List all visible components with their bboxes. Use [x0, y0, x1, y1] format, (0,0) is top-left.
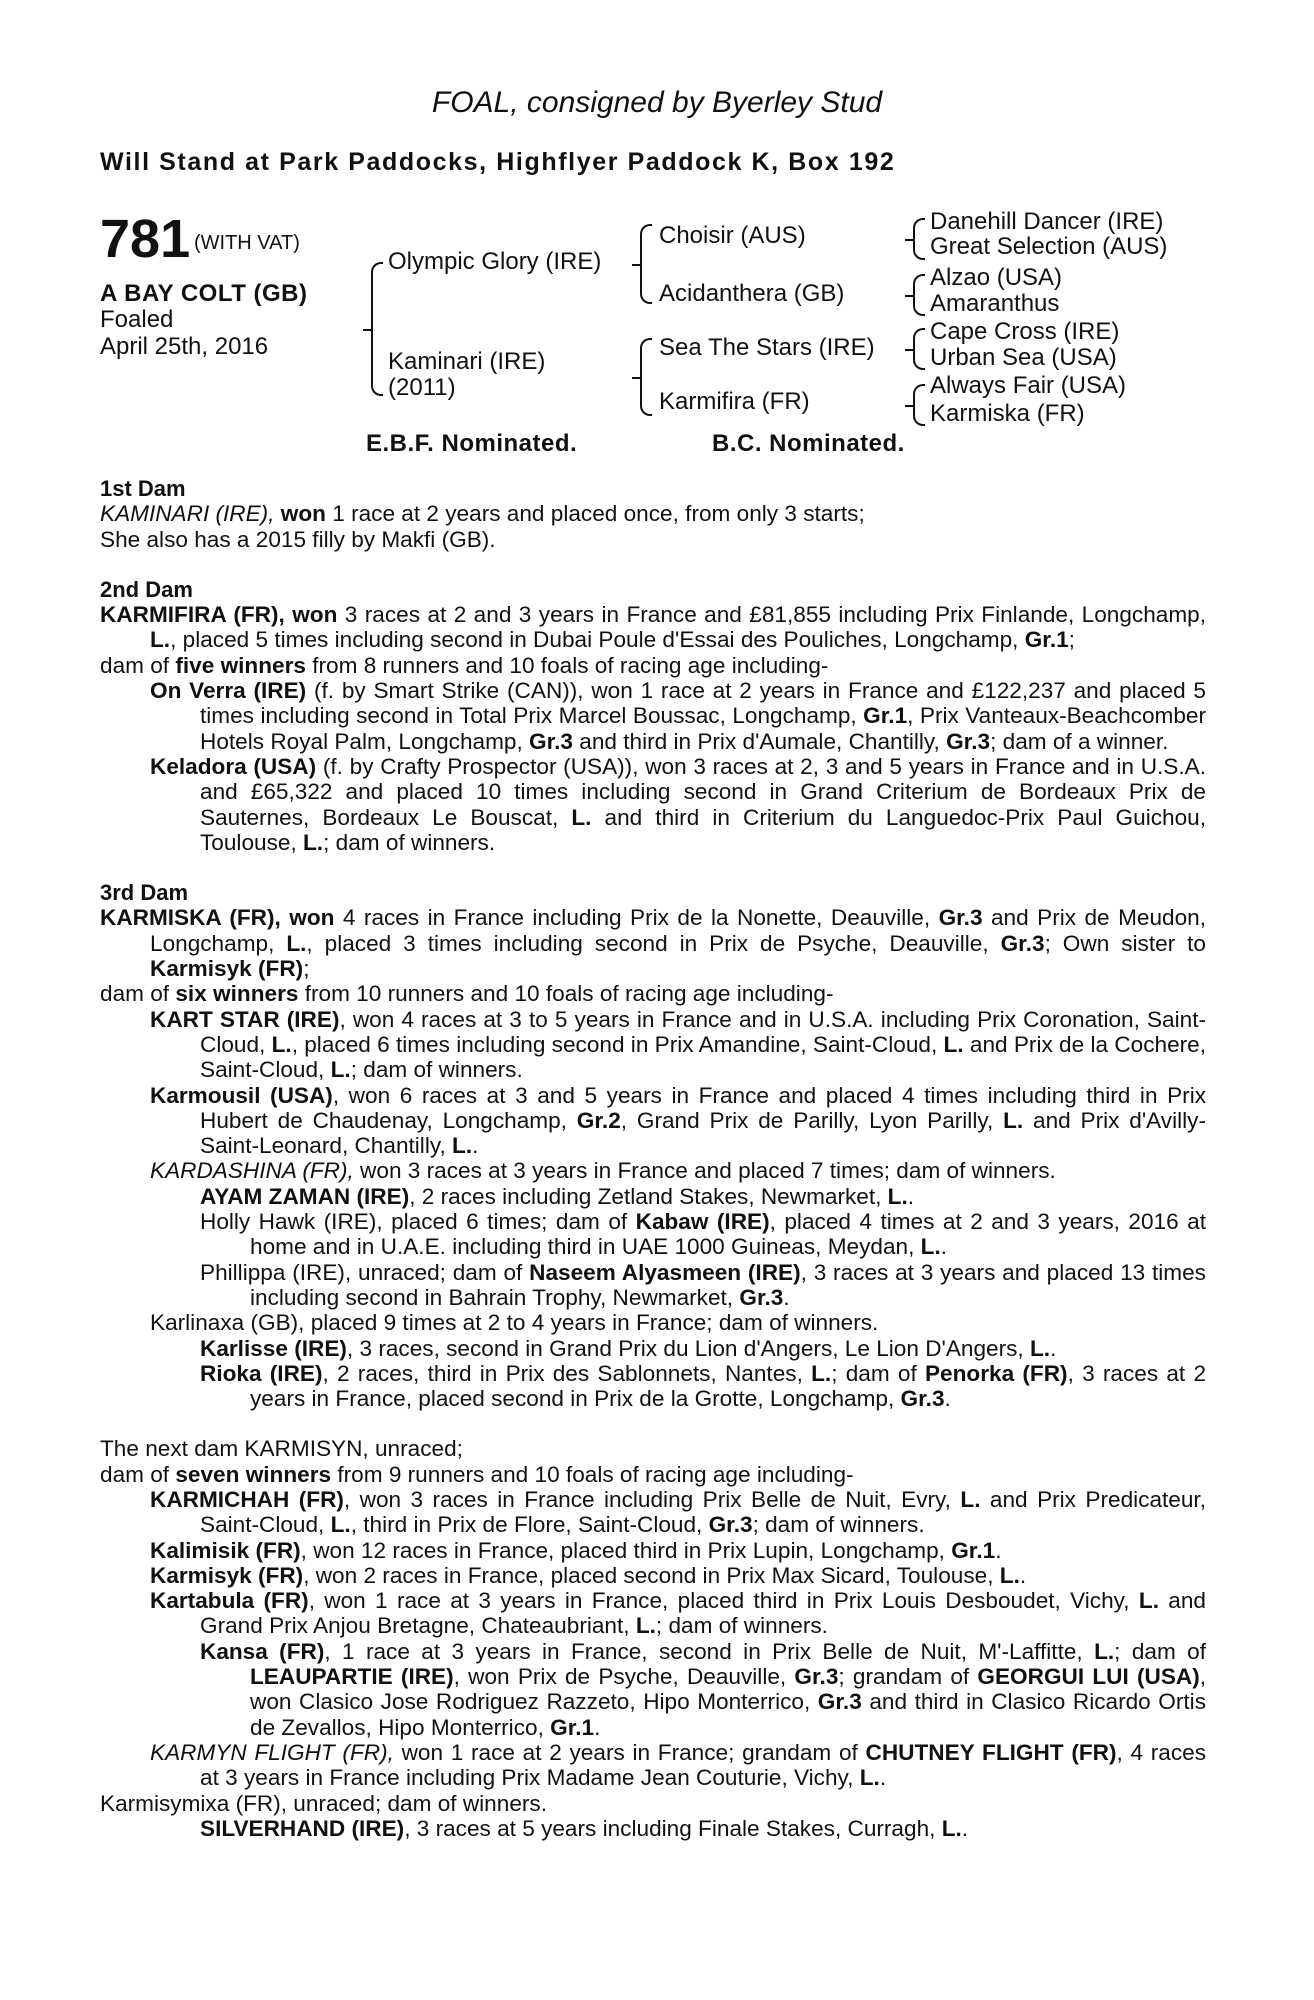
- second-dam-produce: dam of five winners from 8 runners and 10 foals of racing age including-: [100, 652, 829, 678]
- produce-karmisyk: Karmisyk (FR), won 2 races in France, placed second in Prix Max Sicard, Toulouse, L..: [150, 1562, 1027, 1588]
- produce-karlisse: Karlisse (IRE), 3 races, second in Grand Prix du Lion d'Angers, Le Lion D'Angers, L..: [200, 1335, 1057, 1361]
- catalogue-body: [100, 476, 1206, 1841]
- bc-nominated: B.C. Nominated.: [712, 430, 905, 457]
- vat-note: (WITH VAT): [194, 232, 300, 254]
- produce-karlinaxa: Karlinaxa (GB), placed 9 times at 2 to 4 years in France; dam of winners.: [150, 1310, 879, 1336]
- pedigree-brace-g3: [913, 328, 925, 370]
- second-dam-heading: 2nd Dam: [100, 576, 193, 602]
- first-dam-note: She also has a 2015 filly by Makfi (GB).: [100, 526, 496, 552]
- foaled-date: April 25th, 2016: [100, 333, 269, 360]
- pedigree-g3: Alzao (USA): [930, 264, 1063, 291]
- pedigree-brace-sire: [640, 224, 652, 304]
- first-dam-line: KAMINARI (IRE), won 1 race at 2 years and placed once, from only 3 starts;: [100, 501, 865, 527]
- produce-holly-hawk: Holly Hawk (IRE), placed 6 times; dam of Kabaw (IRE), placed 4 times at 2 and 3 years, 2016 at home and in U.A.E. including third in UAE 1000 Guineas, Meydan, L..: [200, 1209, 1206, 1260]
- pedigree-sire-sire: Choisir (AUS): [659, 222, 806, 249]
- ebf-nominated: E.B.F. Nominated.: [366, 430, 578, 457]
- pedigree-g7: Always Fair (USA): [930, 372, 1127, 399]
- produce-kartabula: Kartabula (FR), won 1 race at 3 years in France, placed third in Prix Louis Desboudet, Vichy, L. and Grand Prix Anjou Bretagne, Chateaubriant, L.; dam of winners.: [150, 1588, 1206, 1639]
- produce-silverhand: SILVERHAND (IRE), 3 races at 5 years including Finale Stakes, Curragh, L..: [200, 1815, 969, 1841]
- third-dam-entry: KARMISKA (FR), won 4 races in France including Prix de la Nonette, Deauville, Gr.3 and Prix de Meudon, Longchamp, L., placed 3 times including second in Prix de Psyche, Deauville, Gr.3; Own sister to Karmisyk (FR);: [100, 905, 1206, 982]
- pedigree-brace-main: [371, 262, 383, 396]
- pedigree-brace-g4: [913, 384, 925, 426]
- produce-phillippa: Phillippa (IRE), unraced; dam of Naseem Alyasmeen (IRE), 3 races at 3 years and placed 13 times including second in Bahrain Trophy, Newmarket, Gr.3.: [200, 1259, 1206, 1310]
- pedigree-dam-year: (2011): [388, 374, 456, 401]
- pedigree-dam-sire: Sea The Stars (IRE): [659, 334, 875, 361]
- produce-kansa: Kansa (FR), 1 race at 3 years in France, second in Prix Belle de Nuit, M'-Laffitte, L.; dam of LEAUPARTIE (IRE), won Prix de Psyche, Deauville, Gr.3; grandam of GEORGUI LUI (USA), won Clasico Jose Rodriguez Razzeto, Hipo Monterrico, Gr.3 and third in Clasico Ricardo Ortis de Zevallos, Hipo Monterrico, Gr.1.: [200, 1638, 1207, 1740]
- lot-number: 781: [100, 209, 191, 269]
- next-dam-intro: The next dam KARMISYN, unraced;: [100, 1436, 463, 1462]
- second-dam-entry: KARMIFIRA (FR), won 3 races at 2 and 3 years in France and £81,855 including Prix Finlande, Longchamp, L., placed 5 times including second in Dubai Poule d'Essai des Pouliches, Longchamp, Gr.1;: [100, 602, 1207, 653]
- pedigree-g4: Amaranthus: [930, 290, 1060, 317]
- foaled-label: Foaled: [100, 306, 174, 333]
- pedigree-g1: Danehill Dancer (IRE): [930, 208, 1164, 235]
- pedigree-g2: Great Selection (AUS): [930, 233, 1168, 260]
- pedigree-brace-g2: [913, 274, 925, 316]
- pedigree-dam-dam: Karmifira (FR): [659, 388, 810, 415]
- produce-ayam-zaman: AYAM ZAMAN (IRE), 2 races including Zetland Stakes, Newmarket, L..: [200, 1183, 915, 1209]
- produce-karmisymixa: Karmisymixa (FR), unraced; dam of winners.: [100, 1790, 547, 1816]
- third-dam-heading: 3rd Dam: [100, 880, 189, 906]
- pedigree-brace-dam: [640, 338, 652, 416]
- produce-karmousil: Karmousil (USA), won 6 races at 3 and 5 years in France and placed 4 times including third in Prix Hubert de Chaudenay, Longchamp, Gr.2, Grand Prix de Parilly, Lyon Parilly, L. and Prix d'Avilly-Saint-Leonard, Chantilly, L..: [150, 1082, 1207, 1159]
- pedigree-g5: Cape Cross (IRE): [930, 318, 1120, 345]
- stand-location: Will Stand at Park Paddocks, Highflyer Paddock K, Box 192: [100, 148, 896, 176]
- pedigree-g8: Karmiska (FR): [930, 400, 1085, 427]
- produce-on-verra: On Verra (IRE) (f. by Smart Strike (CAN)), won 1 race at 2 years in France and £122,237 and placed 5 times including second in Total Prix Marcel Boussac, Longchamp, Gr.1, Prix Vanteaux-Beachcomber Hotels Royal Palm, Longchamp, Gr.3 and third in Prix d'Aumale, Chantilly, Gr.3; dam of a winner.: [150, 678, 1206, 754]
- produce-karmyn-flight: KARMYN FLIGHT (FR), won 1 race at 2 years in France; grandam of CHUTNEY FLIGHT (FR), 4 races at 3 years in France including Prix Madame Jean Couturie, Vichy, L..: [150, 1739, 1207, 1791]
- page-title: FOAL, consigned by Byerley Stud: [431, 86, 883, 119]
- pedigree-brace-g1: [913, 218, 925, 260]
- pedigree-g6: Urban Sea (USA): [930, 344, 1117, 371]
- first-dam-heading: 1st Dam: [100, 476, 186, 501]
- next-dam-produce: dam of seven winners from 9 runners and 10 foals of racing age including-: [100, 1461, 854, 1487]
- produce-kart-star: KART STAR (IRE), won 4 races at 3 to 5 years in France and in U.S.A. including Prix Coronation, Saint-Cloud, L., placed 6 times including second in Prix Amandine, Saint-Cloud, L. and Prix de la Cochere, Saint-Cloud, L.; dam of winners.: [150, 1006, 1207, 1083]
- third-dam-produce: dam of six winners from 10 runners and 10 foals of racing age including-: [100, 981, 834, 1007]
- lot-description: A BAY COLT (GB): [100, 280, 308, 307]
- produce-rioka: Rioka (IRE), 2 races, third in Prix des Sablonnets, Nantes, L.; dam of Penorka (FR), 3 races at 2 years in France, placed second in Prix de la Grotte, Longchamp, Gr.3.: [200, 1360, 1207, 1412]
- produce-kalimisik: Kalimisik (FR), won 12 races in France, placed third in Prix Lupin, Longchamp, Gr.1.: [150, 1537, 1002, 1563]
- pedigree-sire-dam: Acidanthera (GB): [659, 280, 845, 307]
- produce-kardashina: KARDASHINA (FR), won 3 races at 3 years in France and placed 7 times; dam of winners.: [150, 1158, 1056, 1184]
- produce-karmichah: KARMICHAH (FR), won 3 races in France including Prix Belle de Nuit, Evry, L. and Prix Predicateur, Saint-Cloud, L., third in Prix de Flore, Saint-Cloud, Gr.3; dam of winners.: [150, 1486, 1206, 1538]
- pedigree-sire: Olympic Glory (IRE): [388, 248, 602, 275]
- produce-keladora: Keladora (USA) (f. by Crafty Prospector (USA)), won 3 races at 2, 3 and 5 years in France and in U.S.A. and £65,322 and placed 10 times including second in Grand Criterium de Bordeaux Prix de Sauternes, Bordeaux Le Bouscat, L. and third in Criterium du Languedoc-Prix Paul Guichou, Toulouse, L.; dam of winners.: [150, 753, 1206, 855]
- pedigree-dam: Kaminari (IRE): [388, 348, 546, 375]
